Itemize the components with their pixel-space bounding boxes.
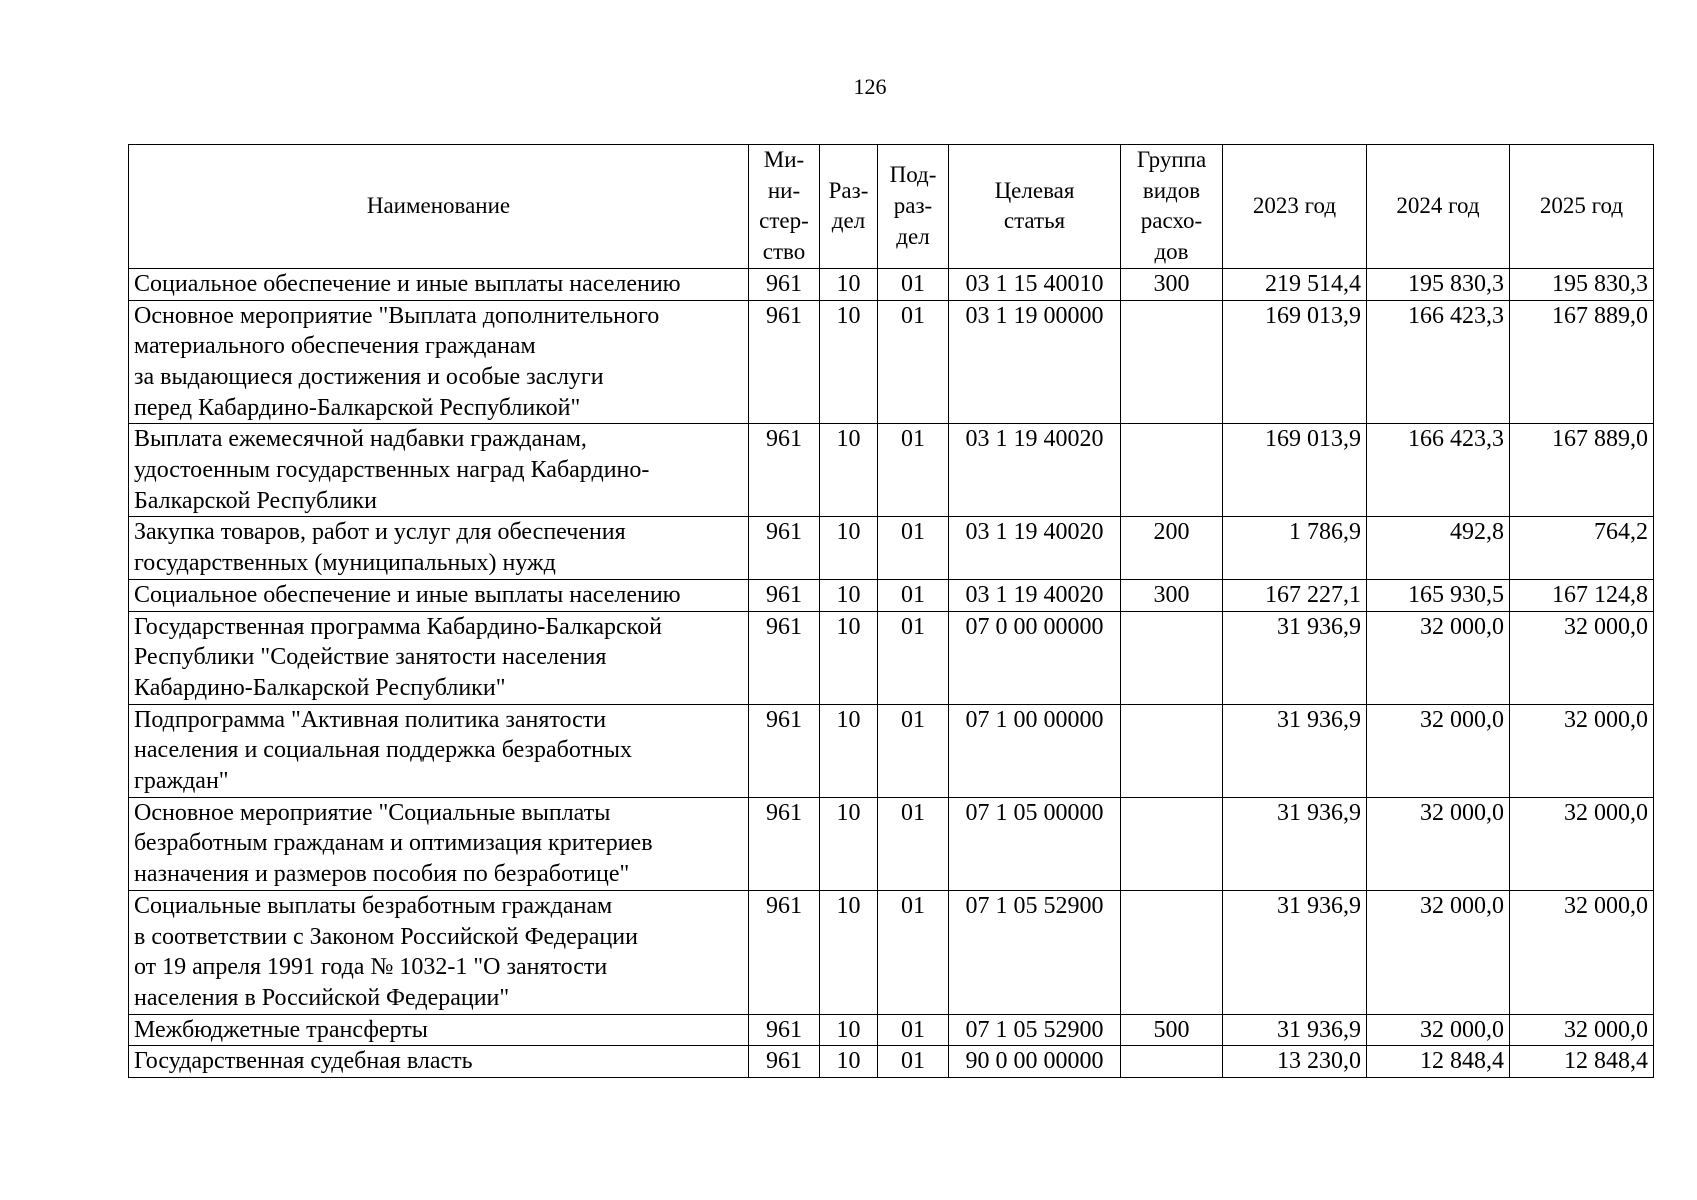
- cell-year-2025: 32 000,0: [1510, 1014, 1654, 1046]
- table-body: [129, 268, 1654, 1077]
- cell-expense-group: [1121, 797, 1223, 890]
- header-year-2023: 2023 год: [1223, 145, 1367, 269]
- cell-year-2024: 32 000,0: [1367, 890, 1510, 1014]
- cell-subsection: 01: [878, 611, 949, 704]
- header-subsection: Под- раз- дел: [878, 145, 949, 269]
- cell-year-2023: 13 230,0: [1223, 1046, 1367, 1078]
- cell-ministry: 961: [749, 517, 820, 579]
- cell-section: 10: [820, 1046, 878, 1078]
- header-ministry: Ми- ни- стер- ство: [749, 145, 820, 269]
- cell-year-2023: 219 514,4: [1223, 268, 1367, 300]
- cell-year-2024: 166 423,3: [1367, 424, 1510, 517]
- cell-expense-group: 300: [1121, 268, 1223, 300]
- table-header-row: [129, 145, 1654, 269]
- header-year-2024: 2024 год: [1367, 145, 1510, 269]
- cell-target-article: 03 1 19 40020: [949, 424, 1121, 517]
- cell-expense-group: [1121, 424, 1223, 517]
- cell-year-2024: 195 830,3: [1367, 268, 1510, 300]
- cell-year-2025: 32 000,0: [1510, 704, 1654, 797]
- cell-ministry: 961: [749, 797, 820, 890]
- cell-section: 10: [820, 704, 878, 797]
- cell-subsection: 01: [878, 424, 949, 517]
- table-row: [129, 1046, 1654, 1078]
- cell-subsection: 01: [878, 797, 949, 890]
- cell-subsection: 01: [878, 1014, 949, 1046]
- cell-name: Межбюджетные трансферты: [129, 1014, 749, 1046]
- cell-section: 10: [820, 268, 878, 300]
- cell-name: Подпрограмма "Активная политика занятости населения и социальная поддержка безработных граждан": [129, 704, 749, 797]
- table-row: [129, 517, 1654, 579]
- cell-ministry: 961: [749, 704, 820, 797]
- cell-section: 10: [820, 1014, 878, 1046]
- header-target-article: Целевая статья: [949, 145, 1121, 269]
- cell-target-article: 90 0 00 00000: [949, 1046, 1121, 1078]
- table-row: [129, 268, 1654, 300]
- cell-name: Государственная программа Кабардино-Балкарской Республики "Содействие занятости населения Кабардино-Балкарской Республики": [129, 611, 749, 704]
- cell-subsection: 01: [878, 268, 949, 300]
- cell-year-2025: 12 848,4: [1510, 1046, 1654, 1078]
- table-row: [129, 611, 1654, 704]
- page-number: 126: [853, 74, 887, 99]
- cell-name: Основное мероприятие "Социальные выплаты безработным гражданам и оптимизация критериев назначения и размеров пособия по безработице": [129, 797, 749, 890]
- table-row: [129, 424, 1654, 517]
- cell-year-2025: 167 889,0: [1510, 424, 1654, 517]
- cell-year-2023: 167 227,1: [1223, 579, 1367, 611]
- cell-name: Государственная судебная власть: [129, 1046, 749, 1078]
- cell-target-article: 07 0 00 00000: [949, 611, 1121, 704]
- cell-target-article: 07 1 05 52900: [949, 1014, 1121, 1046]
- table-row: [129, 890, 1654, 1014]
- cell-ministry: 961: [749, 1046, 820, 1078]
- cell-expense-group: [1121, 890, 1223, 1014]
- cell-year-2023: 31 936,9: [1223, 890, 1367, 1014]
- cell-name: Выплата ежемесячной надбавки гражданам, удостоенным государственных наград Кабардино- Балкарской Республики: [129, 424, 749, 517]
- cell-year-2025: 195 830,3: [1510, 268, 1654, 300]
- header-name: Наименование: [129, 145, 749, 269]
- cell-subsection: 01: [878, 579, 949, 611]
- cell-year-2024: 32 000,0: [1367, 1014, 1510, 1046]
- cell-subsection: 01: [878, 704, 949, 797]
- cell-ministry: 961: [749, 611, 820, 704]
- cell-section: 10: [820, 611, 878, 704]
- table-row: [129, 300, 1654, 424]
- cell-expense-group: 500: [1121, 1014, 1223, 1046]
- cell-year-2025: 167 124,8: [1510, 579, 1654, 611]
- cell-year-2024: 492,8: [1367, 517, 1510, 579]
- cell-year-2025: 32 000,0: [1510, 611, 1654, 704]
- cell-year-2024: 166 423,3: [1367, 300, 1510, 424]
- cell-target-article: 07 1 05 00000: [949, 797, 1121, 890]
- cell-target-article: 03 1 19 40020: [949, 579, 1121, 611]
- cell-year-2023: 169 013,9: [1223, 300, 1367, 424]
- cell-year-2025: 32 000,0: [1510, 890, 1654, 1014]
- cell-ministry: 961: [749, 890, 820, 1014]
- cell-ministry: 961: [749, 424, 820, 517]
- cell-expense-group: 200: [1121, 517, 1223, 579]
- cell-expense-group: [1121, 300, 1223, 424]
- cell-subsection: 01: [878, 517, 949, 579]
- cell-ministry: 961: [749, 300, 820, 424]
- header-expense-group: Группа видов расхо- дов: [1121, 145, 1223, 269]
- table-row: [129, 579, 1654, 611]
- cell-target-article: 07 1 05 52900: [949, 890, 1121, 1014]
- cell-section: 10: [820, 517, 878, 579]
- cell-expense-group: 300: [1121, 579, 1223, 611]
- cell-expense-group: [1121, 1046, 1223, 1078]
- cell-section: 10: [820, 797, 878, 890]
- cell-subsection: 01: [878, 1046, 949, 1078]
- cell-ministry: 961: [749, 1014, 820, 1046]
- cell-target-article: 03 1 15 40010: [949, 268, 1121, 300]
- cell-year-2023: 31 936,9: [1223, 797, 1367, 890]
- cell-expense-group: [1121, 704, 1223, 797]
- header-section: Раз- дел: [820, 145, 878, 269]
- cell-year-2024: 165 930,5: [1367, 579, 1510, 611]
- cell-target-article: 03 1 19 40020: [949, 517, 1121, 579]
- cell-year-2024: 32 000,0: [1367, 797, 1510, 890]
- table-row: [129, 797, 1654, 890]
- cell-name: Основное мероприятие "Выплата дополнительного материального обеспечения гражданам за выдающиеся достижения и особые заслуги перед Кабардино-Балкарской Республикой": [129, 300, 749, 424]
- cell-year-2024: 32 000,0: [1367, 611, 1510, 704]
- cell-year-2023: 31 936,9: [1223, 611, 1367, 704]
- cell-year-2024: 12 848,4: [1367, 1046, 1510, 1078]
- cell-section: 10: [820, 300, 878, 424]
- cell-name: Социальное обеспечение и иные выплаты населению: [129, 268, 749, 300]
- cell-section: 10: [820, 424, 878, 517]
- cell-name: Закупка товаров, работ и услуг для обеспечения государственных (муниципальных) нужд: [129, 517, 749, 579]
- cell-year-2025: 167 889,0: [1510, 300, 1654, 424]
- cell-subsection: 01: [878, 300, 949, 424]
- budget-table: [128, 144, 1654, 1078]
- cell-year-2023: 31 936,9: [1223, 704, 1367, 797]
- header-year-2025: 2025 год: [1510, 145, 1654, 269]
- cell-year-2023: 169 013,9: [1223, 424, 1367, 517]
- cell-target-article: 07 1 00 00000: [949, 704, 1121, 797]
- table-row: [129, 1014, 1654, 1046]
- cell-year-2025: 764,2: [1510, 517, 1654, 579]
- cell-year-2025: 32 000,0: [1510, 797, 1654, 890]
- cell-name: Социальное обеспечение и иные выплаты населению: [129, 579, 749, 611]
- cell-subsection: 01: [878, 890, 949, 1014]
- cell-year-2024: 32 000,0: [1367, 704, 1510, 797]
- cell-section: 10: [820, 579, 878, 611]
- cell-ministry: 961: [749, 579, 820, 611]
- cell-year-2023: 1 786,9: [1223, 517, 1367, 579]
- table-row: [129, 704, 1654, 797]
- cell-section: 10: [820, 890, 878, 1014]
- cell-expense-group: [1121, 611, 1223, 704]
- cell-ministry: 961: [749, 268, 820, 300]
- cell-target-article: 03 1 19 00000: [949, 300, 1121, 424]
- cell-name: Социальные выплаты безработным гражданам в соответствии с Законом Российской Федерации от 19 апреля 1991 года № 1032-1 "О занятости населения в Российской Федерации": [129, 890, 749, 1014]
- cell-year-2023: 31 936,9: [1223, 1014, 1367, 1046]
